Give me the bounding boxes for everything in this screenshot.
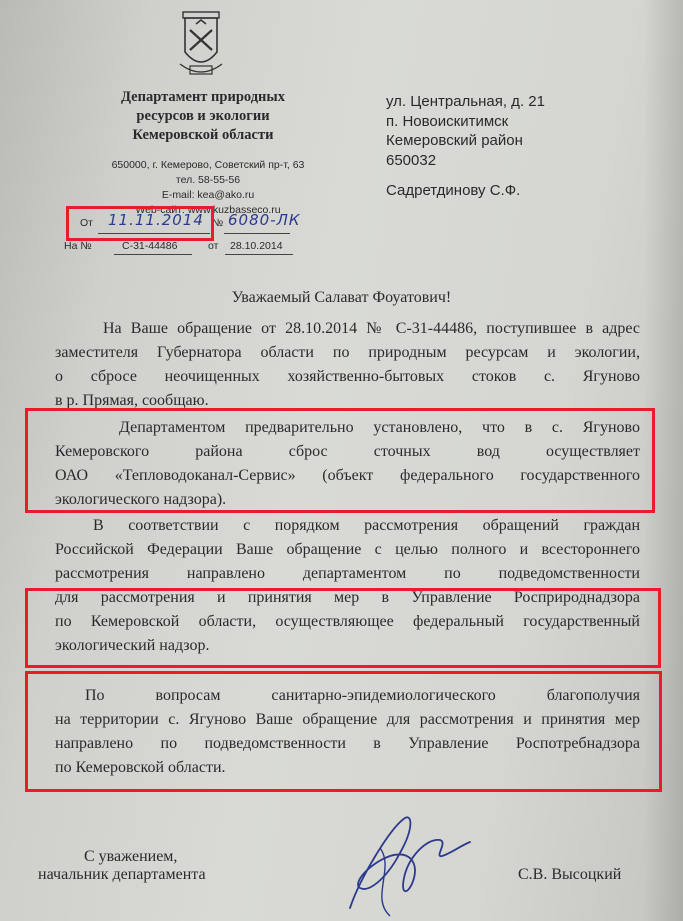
signatory-name: С.В. Высоцкий <box>518 866 622 883</box>
addressee-name: Садретдинову С.Ф. <box>386 182 521 199</box>
text-line: о сбросе неочищенных хозяйственно-бытовых стоков с. Ягуново <box>55 368 640 385</box>
highlight-box-paragraph-2 <box>25 408 655 513</box>
contact-line: E-mail: kea@ako.ru <box>161 189 255 201</box>
text-line: направлено по подведомственности в Управление Роспотребнадзора <box>55 735 640 752</box>
incoming-date-line <box>225 254 293 255</box>
text-line: на территории с. Ягуново Ваше обращение для рассмотрения и принятия мер <box>55 711 640 728</box>
address-line: Кемеровский район <box>386 132 523 149</box>
outgoing-label: От <box>80 217 93 229</box>
text-line: На Ваше обращение от 28.10.2014 № С-31-44486, поступившее в адрес <box>103 320 640 337</box>
department-line: Кемеровской области <box>132 127 274 143</box>
incoming-number: С-31-44486 <box>122 240 178 252</box>
outgoing-number: 6080-ЛК <box>228 211 301 229</box>
text-line: Кемеровского района сброс сточных вод осуществляет <box>55 443 640 460</box>
text-line: По вопросам санитарно-эпидемиологического благополучия <box>85 687 640 704</box>
outgoing-date: 11.11.2014 <box>108 211 204 229</box>
text-line: по Кемеровской области, осуществляющее федеральный государственный <box>55 613 640 630</box>
incoming-from-label: от <box>208 240 219 252</box>
contact-line: 650000, г. Кемерово, Советский пр-т, 63 <box>111 159 305 171</box>
contact-line: Web-сайт: www.kuzbasseco.ru <box>135 204 281 216</box>
handwritten-signature-icon <box>330 808 480 921</box>
text-line: рассмотрения направлено департаментом по подведомственности <box>55 565 640 582</box>
text-line: для рассмотрения и принятия мер в Управление Росприроднадзора <box>55 589 640 606</box>
incoming-number-line <box>114 254 192 255</box>
outgoing-number-line <box>224 233 290 234</box>
department-name <box>88 88 318 145</box>
department-line: Департамент природных <box>121 89 285 105</box>
highlight-box-paragraph-4 <box>25 671 662 792</box>
highlight-box-paragraph-3 <box>25 588 661 668</box>
text-line: экологический надзор. <box>55 637 210 654</box>
department-line: ресурсов и экологии <box>136 108 270 124</box>
text-line: Департаментом предварительно установлено, что в с. Ягуново <box>119 419 640 436</box>
text-line: в р. Прямая, сообщаю. <box>55 392 209 409</box>
address-line: ул. Центральная, д. 21 <box>386 93 545 110</box>
closing-text: С уважением, <box>84 848 178 865</box>
salutation: Уважаемый Салават Фоуатович! <box>231 289 452 306</box>
signatory-position: начальник департамента <box>38 866 206 883</box>
coat-of-arms-icon <box>176 6 226 82</box>
address-line: п. Новоискитимск <box>386 112 509 130</box>
text-line: В соответствии с порядком рассмотрения обращений граждан <box>93 517 640 534</box>
highlight-box-date <box>66 206 214 241</box>
incoming-label: На № <box>64 240 92 252</box>
contact-line: тел. 58-55-56 <box>175 174 241 186</box>
text-line: по Кемеровской области. <box>55 759 226 776</box>
text-line: экологического надзора). <box>55 491 227 508</box>
text-line: ОАО «Тепловодоканал-Сервис» (объект федерального государственного <box>55 467 640 484</box>
text-line: Российской Федерации Ваше обращение с целью полного и всестороннего <box>55 541 640 558</box>
addressee-address <box>386 92 545 170</box>
outgoing-number-prefix: № <box>212 217 224 229</box>
text-line: заместителя Губернатора области по природным ресурсам и экологии, <box>55 344 640 361</box>
paragraph-1 <box>55 317 640 413</box>
address-line: 650032 <box>386 151 437 169</box>
incoming-date: 28.10.2014 <box>230 240 283 252</box>
